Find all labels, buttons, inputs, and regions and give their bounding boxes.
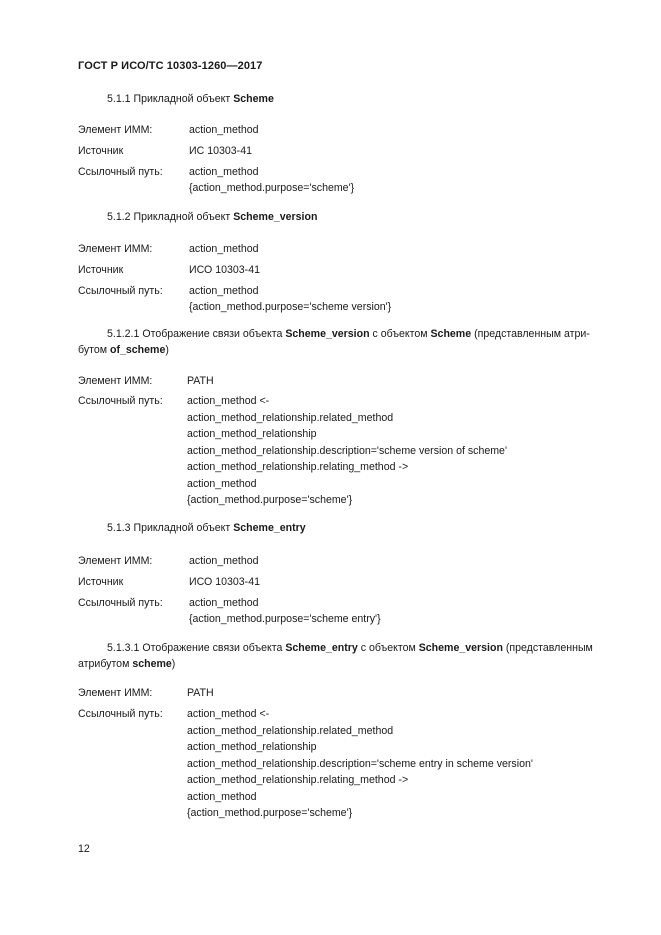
aim-element-value: action_method [189,243,259,255]
heading-prefix: 5.1.1 Прикладной объект [107,93,234,105]
reference-path-line: action_method_relationship [187,741,317,753]
entity-name: Scheme [430,328,472,340]
source-value: ИСО 10303-41 [189,264,260,276]
page-number: 12 [78,843,90,855]
reference-path-line: action_method_relationship.description='scheme entry in scheme version' [187,758,533,770]
entity-name: Scheme_version [418,642,503,654]
reference-path-line: {action_method.purpose='scheme entry'} [189,613,381,625]
reference-path-line: action_method <- [187,395,270,407]
text-run: (представленным атрибутом [78,642,593,670]
reference-path-line: {action_method.purpose='scheme'} [189,182,355,194]
source-value: ИСО 10303-41 [189,576,260,588]
aim-element-value: action_method [189,124,259,136]
text-run: 5.1.2.1 Отображение связи объекта [107,328,286,340]
reference-path-label: Ссылочный путь: [78,708,163,720]
reference-path-line: action_method_relationship.description='scheme version of scheme' [187,445,507,457]
aim-element-value: PATH [187,687,214,699]
heading-prefix: 5.1.2 Прикладной объект [107,211,234,223]
document-header: ГОСТ Р ИСО/ТС 10303-1260—2017 [78,60,263,72]
attribute-name: scheme [132,658,172,670]
entity-name: Scheme_version [285,328,370,340]
aim-element-label: Элемент ИММ: [78,555,153,567]
reference-path-line: {action_method.purpose='scheme version'} [189,301,392,313]
heading-scheme-version [107,211,317,223]
text-run: ) [165,344,169,356]
heading-prefix: 5.1.3 Прикладной объект [107,522,234,534]
reference-path-line: action_method_relationship.related_method [187,725,394,737]
aim-element-label: Элемент ИММ: [78,124,153,136]
source-label: Источник [78,145,124,157]
reference-path-line: action_method [187,791,257,803]
aim-element-value: action_method [189,555,259,567]
text-run: 5.1.3.1 Отображение связи объекта [107,642,286,654]
text-run: (представленным атри-бутом [78,328,590,356]
text-run: с объектом [369,328,431,340]
reference-path-line: action_method [189,597,259,609]
reference-path-line: {action_method.purpose='scheme'} [187,494,353,506]
reference-path-label: Ссылочный путь: [78,395,163,407]
source-value: ИС 10303-41 [189,145,252,157]
reference-path-line: action_method_relationship.relating_method -> [187,774,409,786]
entity-name: Scheme [233,93,274,105]
heading-scheme [107,93,274,105]
text-run: ) [171,658,176,670]
reference-path-line: {action_method.purpose='scheme'} [187,807,353,819]
text-run: с объектом [357,642,419,654]
reference-path-line: action_method_relationship.relating_method -> [187,461,409,473]
source-label: Источник [78,576,124,588]
reference-path-line: action_method <- [187,708,270,720]
reference-path-label: Ссылочный путь: [78,285,163,297]
entity-name: Scheme_entry [285,642,358,654]
entity-name: Scheme_version [233,211,318,223]
reference-path-label: Ссылочный путь: [78,597,163,609]
reference-path-label: Ссылочный путь: [78,166,163,178]
aim-element-label: Элемент ИММ: [78,687,153,699]
aim-element-label: Элемент ИММ: [78,375,153,387]
reference-path-line: action_method [189,285,259,297]
reference-path-line: action_method_relationship [187,428,317,440]
heading-scheme-entry [107,522,306,534]
reference-path-line: action_method [189,166,259,178]
aim-element-value: PATH [187,375,214,387]
source-label: Источник [78,264,124,276]
mapping-heading-scheme-entry [78,640,618,672]
attribute-name: of_scheme [109,344,166,356]
reference-path-line: action_method_relationship.related_method [187,412,394,424]
entity-name: Scheme_entry [233,522,306,534]
aim-element-label: Элемент ИММ: [78,243,153,255]
mapping-heading-scheme-version [78,326,618,358]
reference-path-line: action_method [187,478,257,490]
